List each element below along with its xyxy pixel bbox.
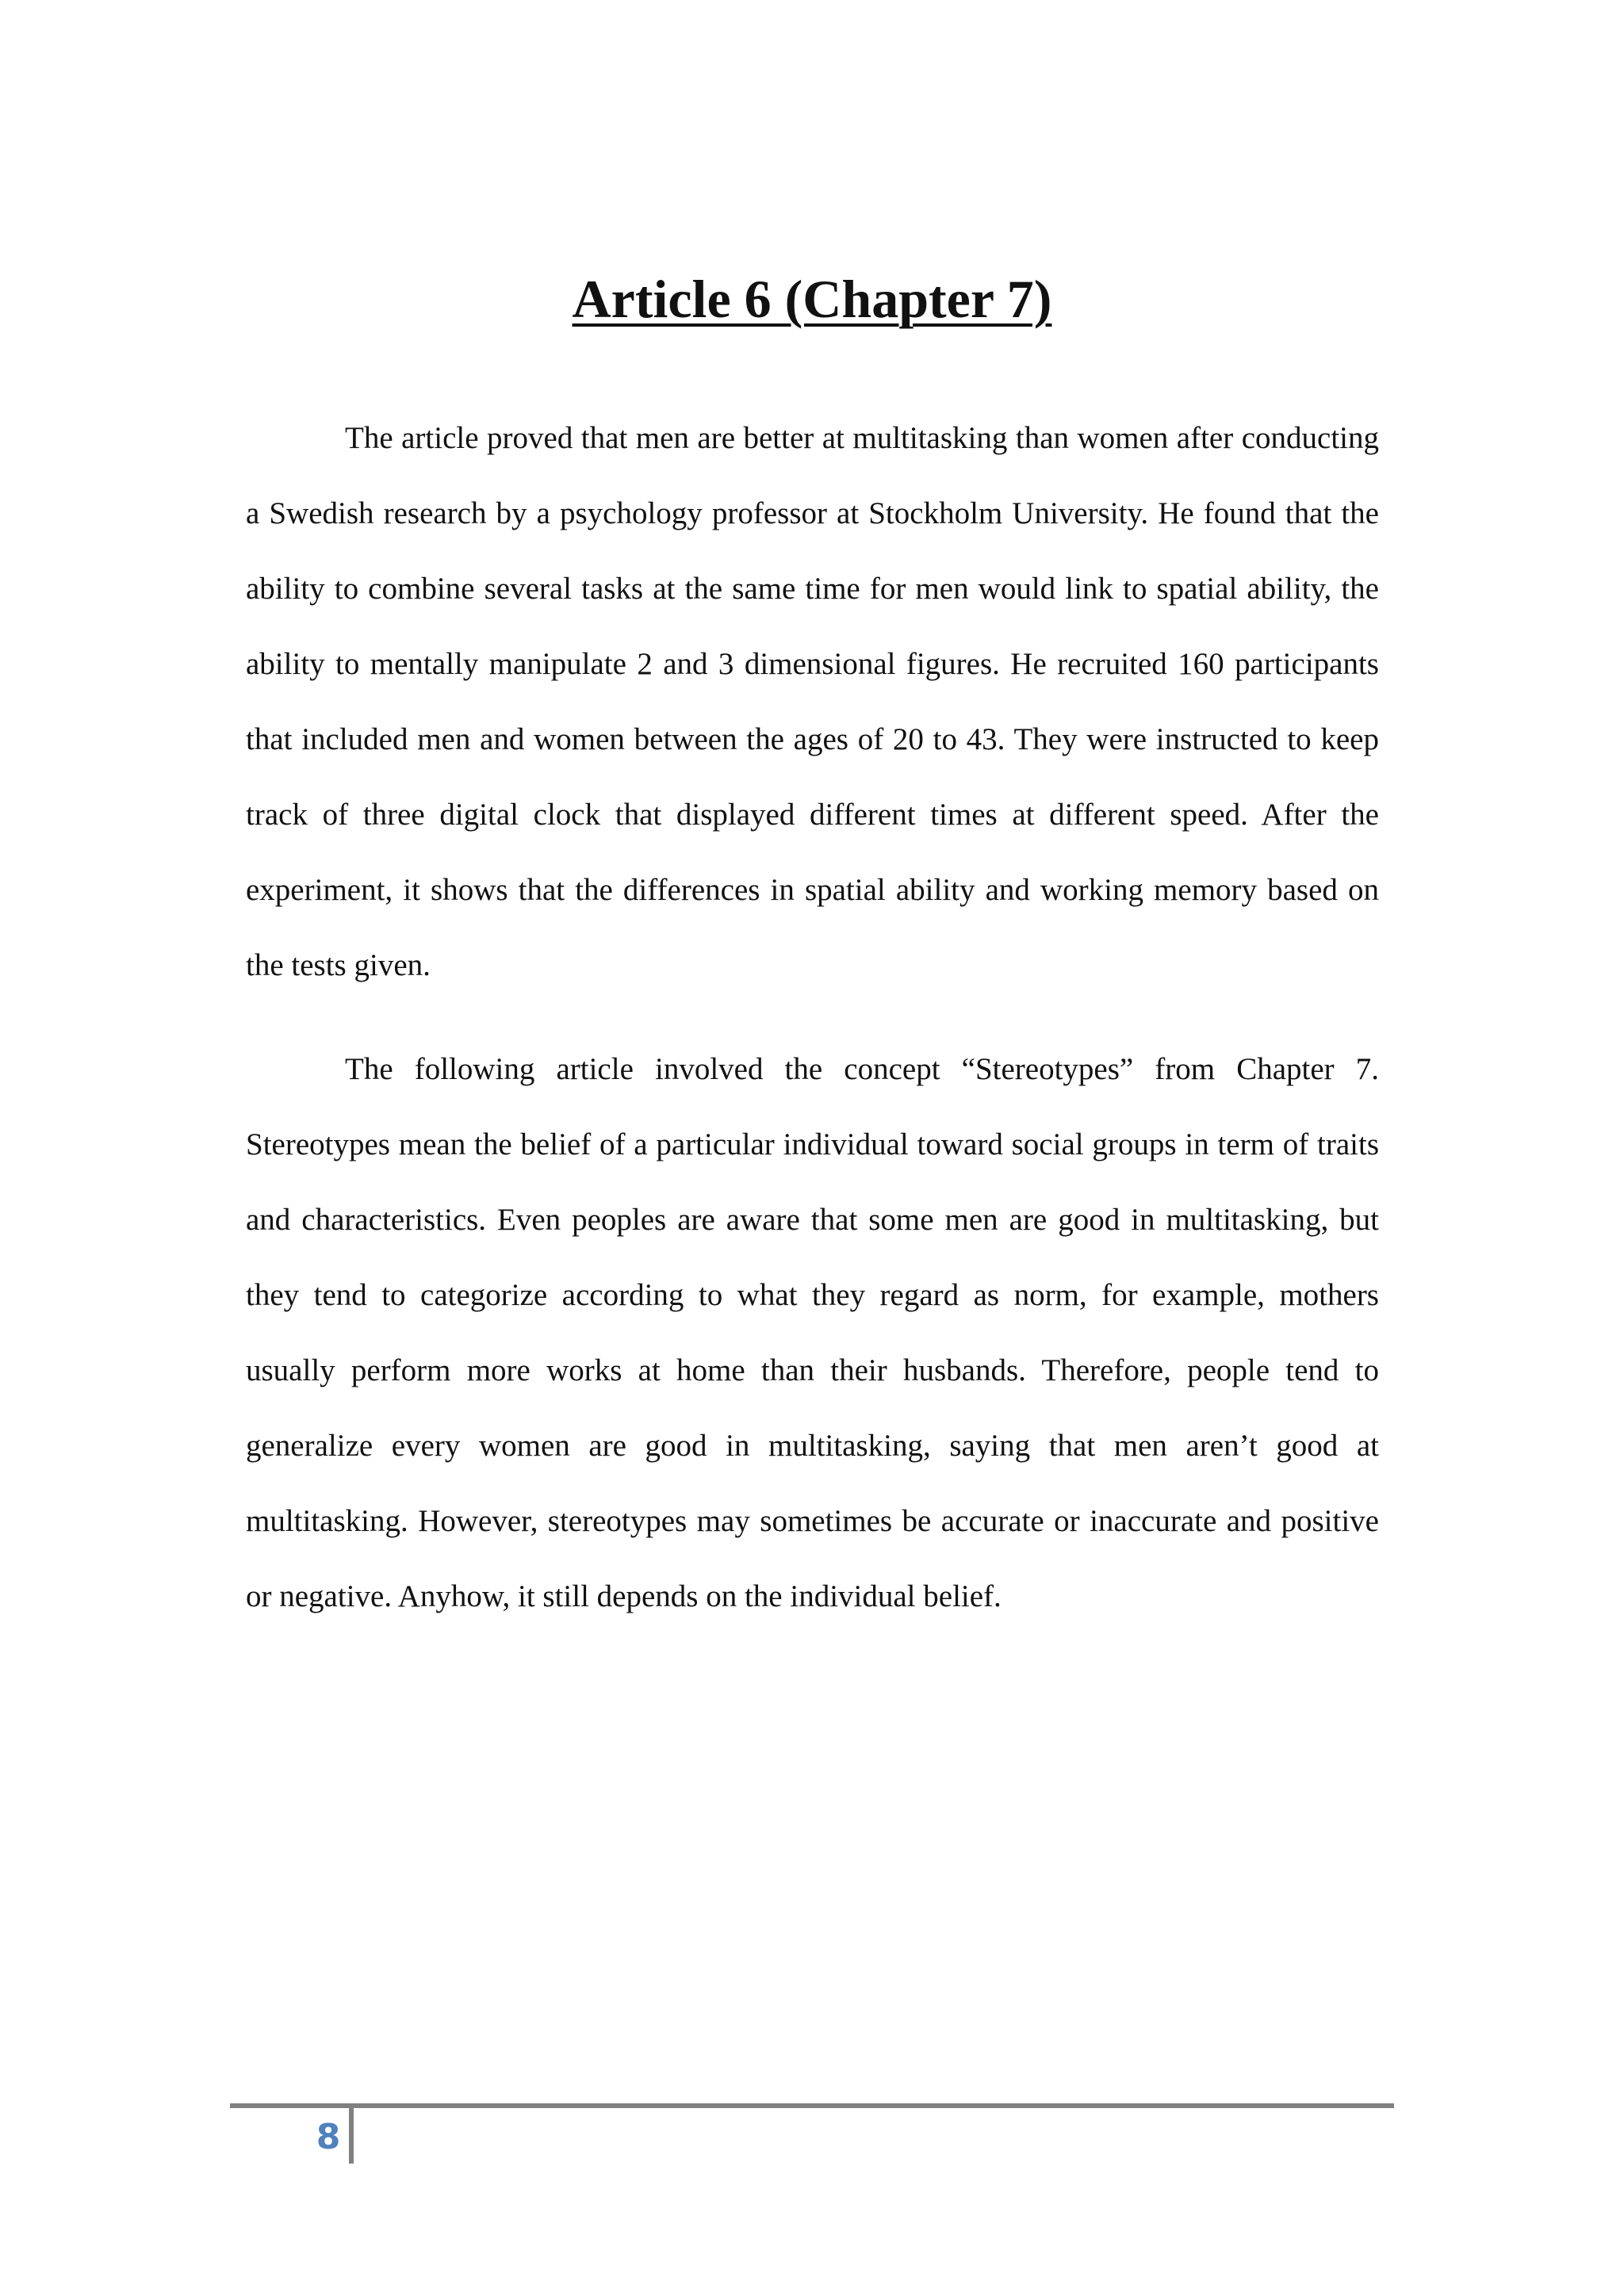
footer-divider [349, 2108, 354, 2164]
paragraph-2: The following article involved the concept “Stereotypes” from Chapter 7. Stereotypes mean the belief of a particular individual toward social groups in term of traits and characteristics. Even peoples are aware that some men are good in multitasking, but they tend to categorize according to what they regard as norm, for example, mothers usually perform more works at home than their husbands. Therefore, people tend to generalize every women are good in multitasking, saying that men aren’t good at multitasking. However, stereotypes may sometimes be accurate or inaccurate and positive or negative. Anyhow, it still depends on the individual belief. [246, 1052, 1379, 1613]
page-title: Article 6 (Chapter 7) [572, 269, 1052, 329]
paragraph-1: The article proved that men are better at multitasking than women after conducting a Swedish research by a psychology professor at Stockholm University. He found that the ability to combine several tasks at the same time for men would link to spatial ability, the ability to mentally manipulate 2 and 3 dimensional figures. He recruited 160 participants that included men and women between the ages of 20 to 43. They were instructed to keep track of three digital clock that displayed different times at different speed. After the experiment, it shows that the differences in spatial ability and working memory based on the tests given. [246, 421, 1379, 982]
page-number: 8 [316, 2117, 341, 2157]
footer-rule [230, 2103, 1394, 2108]
